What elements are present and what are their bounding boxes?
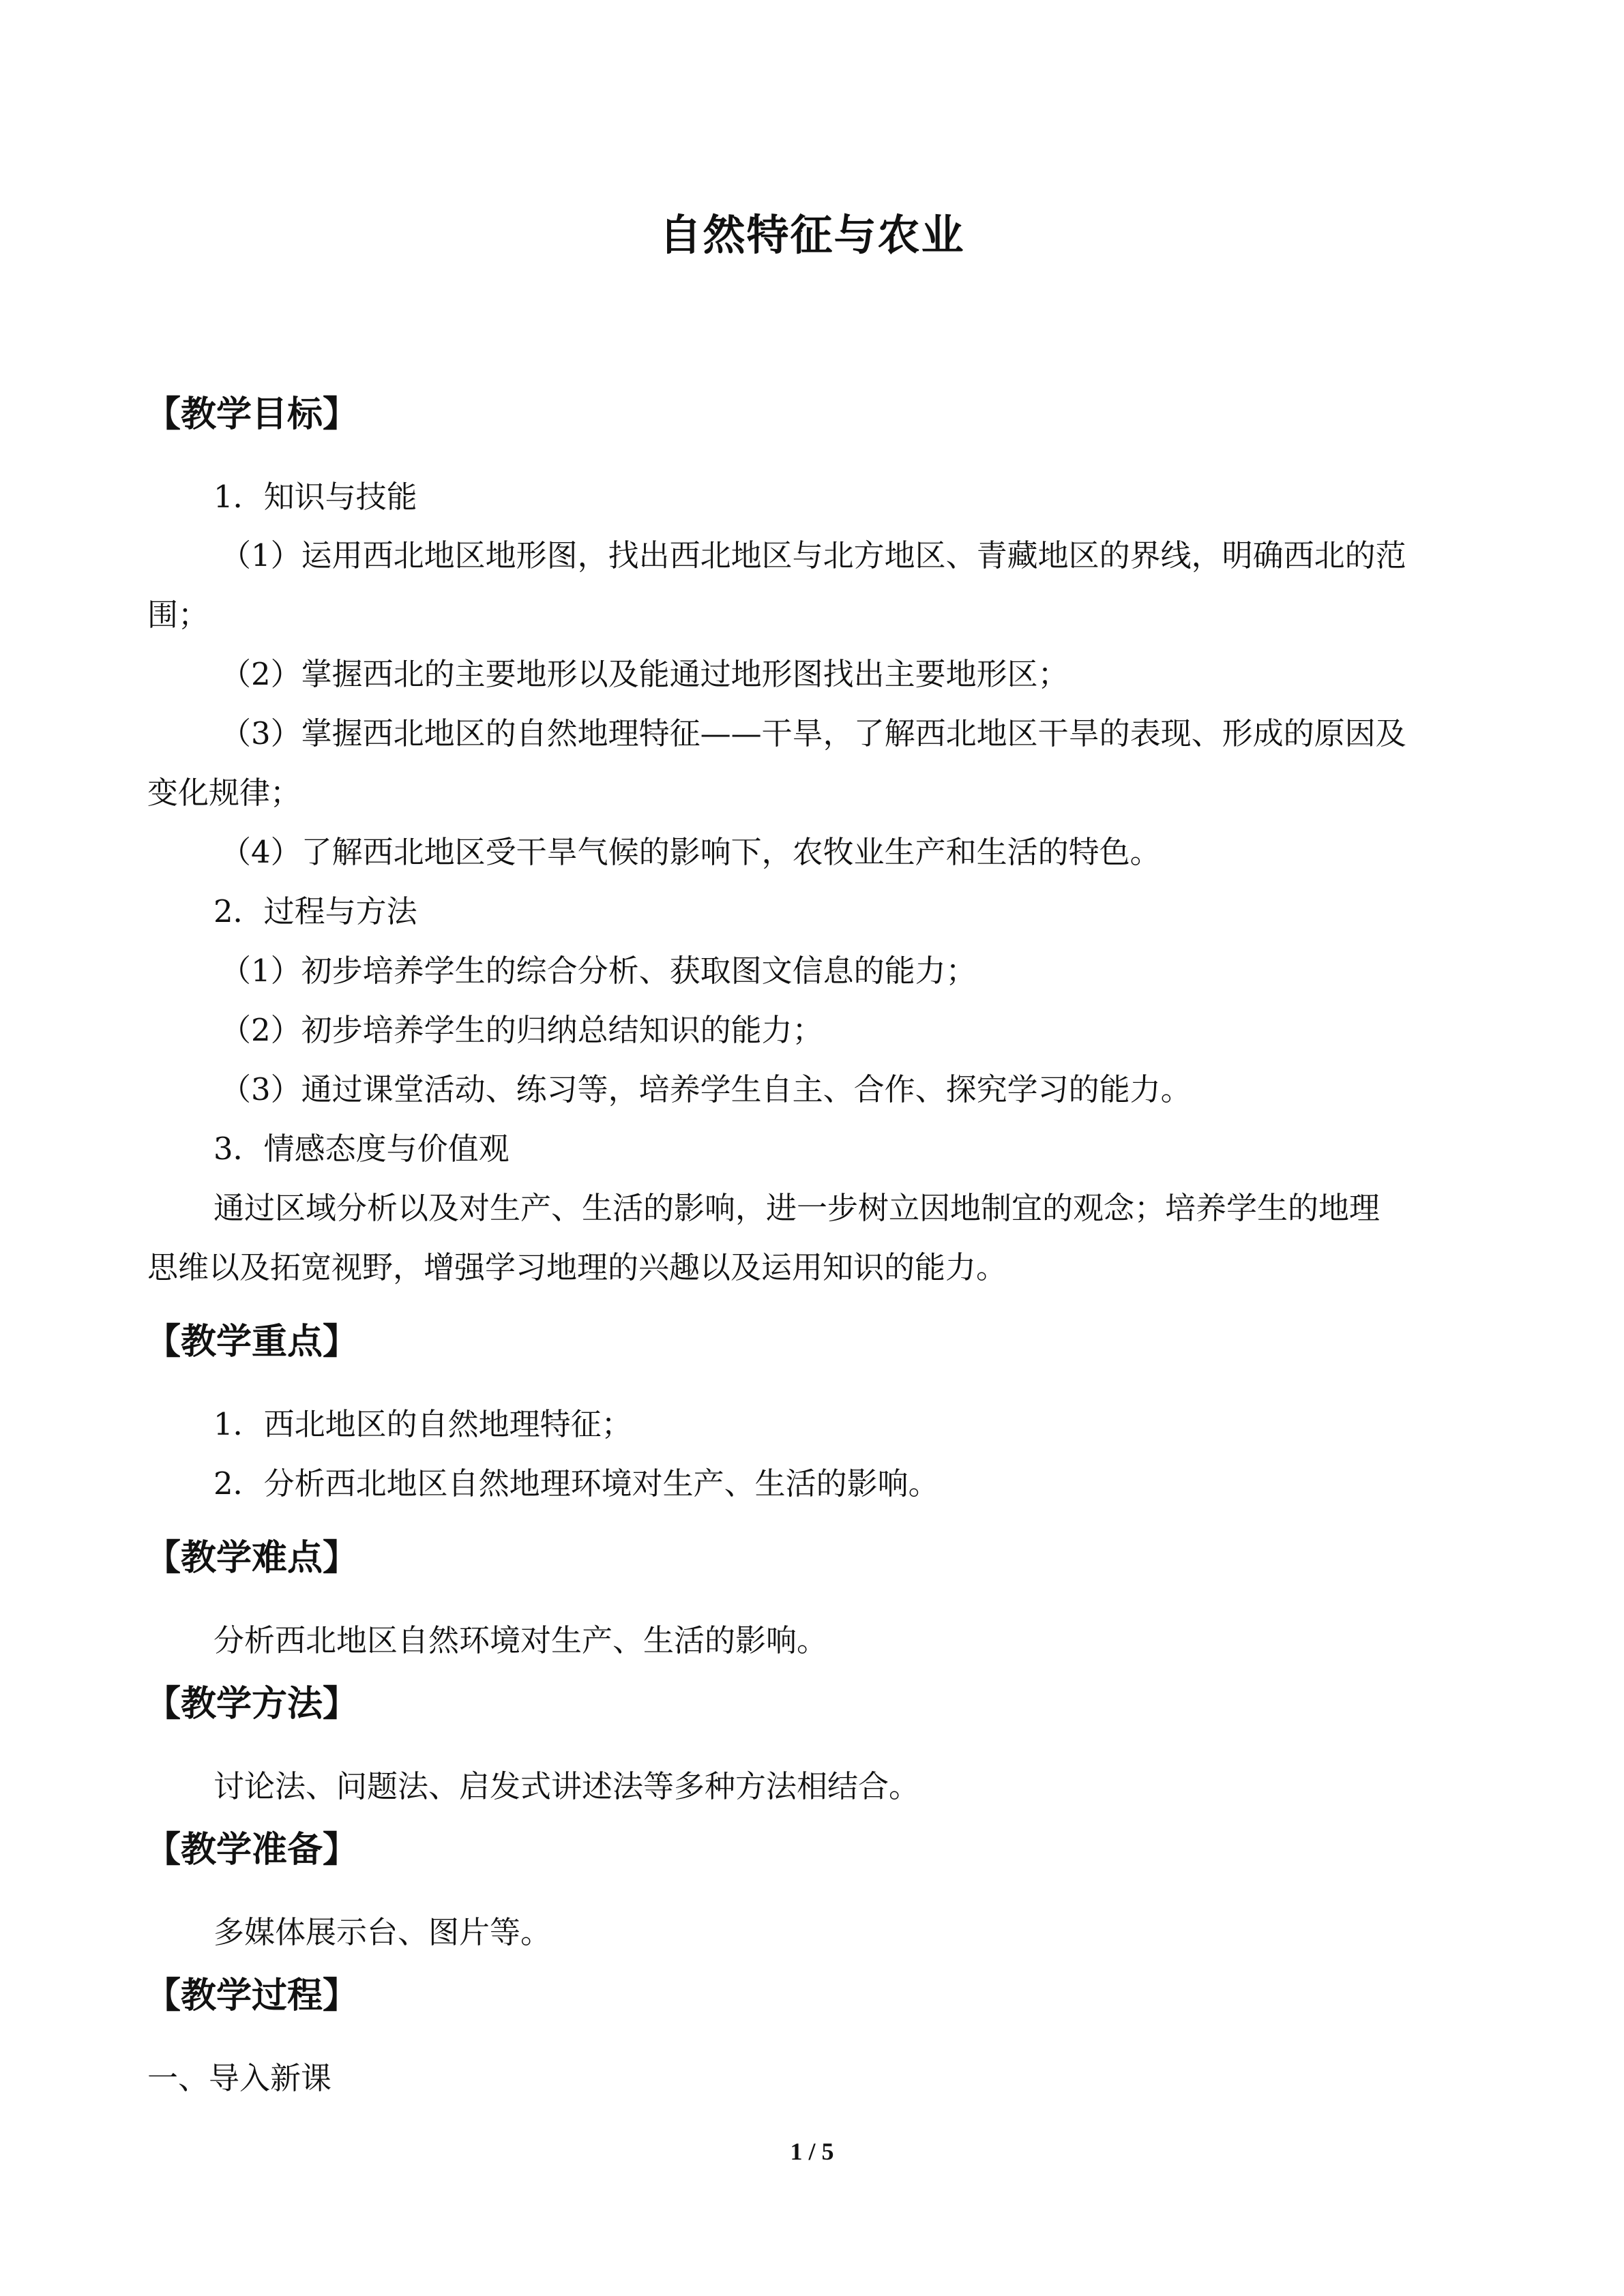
goal-2-para-2: （2）初步培养学生的归纳总结知识的能力； [220, 1012, 823, 1048]
goal-1-para-4: （4）了解西北地区受干旱气候的影响下，农牧业生产和生活的特色。 [220, 834, 1161, 870]
page-number: 1 / 5 [790, 2138, 834, 2165]
goal-2-para-1: （1）初步培养学生的综合分析、获取图文信息的能力； [220, 953, 977, 989]
goal-2-para-3: （3）通过课堂活动、练习等，培养学生自主、合作、探究学习的能力。 [220, 1071, 1192, 1107]
goal-3-para-1-line-2: 思维以及拓宽视野，增强学习地理的兴趣以及运用知识的能力。 [147, 1249, 1007, 1285]
goal-1-para-1-line-2: 围； [147, 597, 209, 633]
key-point-1: 1．西北地区的自然地理特征； [213, 1406, 632, 1442]
goal-1-para-1-line-1: （1）运用西北地区地形图，找出西北地区与北方地区、青藏地区的界线，明确西北的范 [220, 537, 1406, 573]
goal-item-1-label: 1．知识与技能 [213, 479, 417, 515]
goal-3-para-1-line-1: 通过区域分析以及对生产、生活的影响，进一步树立因地制宜的观念；培养学生的地理 [213, 1190, 1381, 1226]
goal-1-para-3-line-1: （3）掌握西北地区的自然地理特征——干旱，了解西北地区干旱的表现、形成的原因及 [220, 715, 1406, 751]
goal-item-3-label: 3．情感态度与价值观 [213, 1131, 510, 1167]
method-1: 讨论法、问题法、启发式讲述法等多种方法相结合。 [213, 1768, 920, 1804]
heading-teaching-goals: 【教学目标】 [145, 394, 359, 435]
heading-difficulties: 【教学难点】 [145, 1538, 359, 1579]
goal-item-2-label: 2．过程与方法 [213, 893, 417, 929]
heading-preparation: 【教学准备】 [145, 1830, 359, 1870]
heading-key-points: 【教学重点】 [145, 1322, 359, 1362]
preparation-1: 多媒体展示台、图片等。 [213, 1914, 552, 1950]
difficulty-1: 分析西北地区自然环境对生产、生活的影响。 [213, 1622, 828, 1658]
key-point-2: 2．分析西北地区自然地理环境对生产、生活的影响。 [213, 1465, 939, 1502]
goal-1-para-2: （2）掌握西北的主要地形以及能通过地形图找出主要地形区； [220, 656, 1069, 692]
heading-methods: 【教学方法】 [145, 1684, 359, 1725]
document-title: 自然特征与农业 [659, 210, 965, 260]
goal-1-para-3-line-2: 变化规律； [147, 775, 301, 811]
heading-process: 【教学过程】 [145, 1976, 359, 2016]
process-step-1: 一、导入新课 [147, 2060, 332, 2096]
